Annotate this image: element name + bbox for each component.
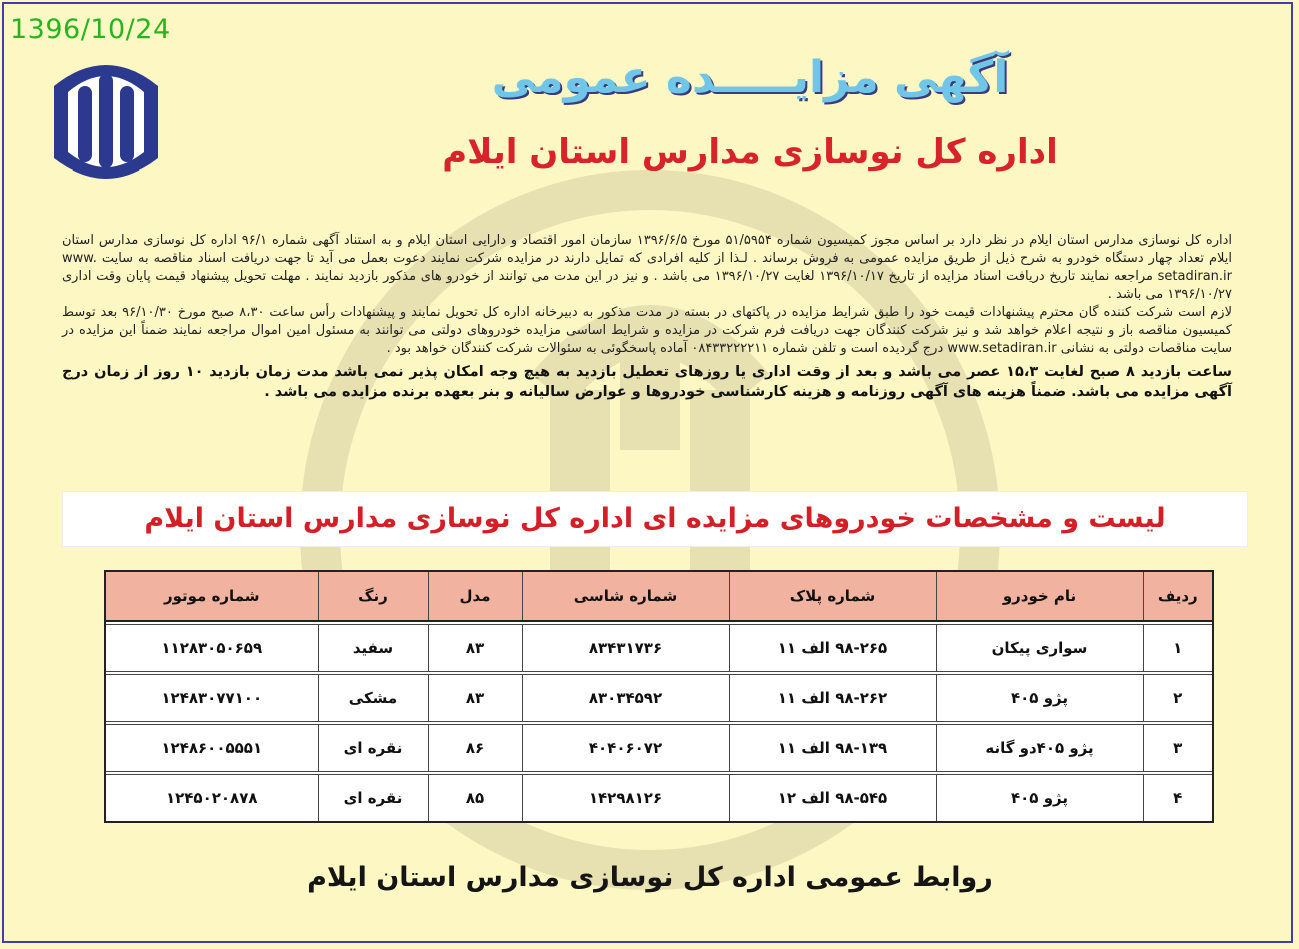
notice-title: آگهی مزایـــــده عمومی	[491, 52, 1009, 103]
cell-chassis-number: ۸۳۴۳۱۷۳۶	[522, 625, 729, 672]
notice-body	[62, 232, 1232, 402]
cell-row-number: ۲	[1143, 675, 1213, 722]
cell-model: ۸۳	[428, 675, 522, 722]
cell-chassis-number: ۱۴۲۹۸۱۲۶	[522, 775, 729, 823]
cell-chassis-number: ۸۳۰۳۴۵۹۲	[522, 675, 729, 722]
public-relations-footer: روابط عمومی اداره کل نوسازی مدارس استان ایلام	[307, 862, 993, 893]
body-paragraph-2: لازم است شرکت کننده گان محترم پیشنهادات قیمت خود را طبق شرایط مزایده در پاکتهای در بسته در مدت مذکور به دبیرخانه اداره کل تحویل نمایند و پیشنهادات رأس ساعت ۸،۳۰ صبح مورخ ۹۶/۱۰/۳۰ بعد توسط کمیسیون مناقصه باز و نتیجه اعلام خواهد شد و نیز شرکت کنندگان جهت دریافت فرم شرکت در مزایده و شرایط اساسی مزایده خودروهای دولتی می توانند به مسئول امین اموال مراجعه نمایند ضمناً این مزایده در سایت مناقصات دولتی به نشانی www.setadiran.ir درج گردیده است و تلفن شماره ۰۸۴۳۳۲۲۲۲۱۱ آماده پاسخگوئی به سئوالات شرکت کنندگان خواهد بود .	[62, 305, 1232, 356]
cell-engine-number: ۱۲۴۸۶۰۰۵۵۵۱	[105, 725, 318, 772]
table-row	[105, 625, 1213, 672]
body-paragraph-1: اداره کل نوسازی مدارس استان ایلام در نظر دارد بر اساس مجوز کمیسیون شماره ۵۱/۵۹۵۴ مورخ ۱۳۹۶/۶/۵ سازمان امور اقتصاد و دارایی استان ایلام و به استناد آگهی شماره ۹۶/۱ اداره کل نوسازی مدارس استان ایلام تعداد چهار دستگاه خودرو به شرح ذیل از طریق مزایده عمومی به فروش برساند . لـذا از کلیه افرادی که تمایل دارند در مزایده شرکت نمایند دعوت بعمل می آید تا جهت دریافت اسناد مناقصه به سایت www. setadiran.ir مراجعه نمایند تاریخ دریافت اسناد مزایده از تاریخ ۱۳۹۶/۱۰/۱۷ لغایت ۱۳۹۶/۱۰/۲۷ می باشد . و نیز در این مدت می توانند از خودرو های مذکور بازدید نمایند . مهلت تحویل پیشنهاد قیمت پایان وقت اداری ۱۳۹۶/۱۰/۲۷ می باشد .	[62, 233, 1233, 302]
header-vehicle-name: نام خودرو	[936, 571, 1143, 621]
header-plate-number: شماره پلاک	[729, 571, 936, 621]
cell-color: مشکی	[318, 675, 428, 722]
renovation-organization-logo-icon	[44, 48, 168, 186]
table-row	[105, 675, 1213, 722]
cell-model: ۸۵	[428, 775, 522, 823]
cell-color: نقره ای	[318, 725, 428, 772]
cell-plate-number: ۹۸-۲۶۲ الف ۱۱	[729, 675, 936, 722]
cell-model: ۸۶	[428, 725, 522, 772]
cell-color: نقره ای	[318, 775, 428, 823]
cell-engine-number: ۱۱۲۸۳۰۵۰۶۵۹	[105, 625, 318, 672]
table-header-row	[105, 571, 1213, 621]
cell-plate-number: ۹۸-۵۴۵ الف ۱۲	[729, 775, 936, 823]
date-stamp: 1396/10/24	[10, 14, 171, 45]
cell-row-number: ۱	[1143, 625, 1213, 672]
cell-vehicle-name: پژو ۴۰۵	[936, 775, 1143, 823]
cell-row-number: ۳	[1143, 725, 1213, 772]
cell-vehicle-name: پژو ۴۰۵دو گانه	[936, 725, 1143, 772]
header-model: مدل	[428, 571, 522, 621]
cell-color: سفید	[318, 625, 428, 672]
organization-subtitle: اداره کل نوسازی مدارس استان ایلام	[442, 132, 1058, 172]
cell-model: ۸۳	[428, 625, 522, 672]
header-chassis-number: شماره شاسی	[522, 571, 729, 621]
cell-chassis-number: ۴۰۴۰۶۰۷۲	[522, 725, 729, 772]
header-engine-number: شماره موتور	[105, 571, 318, 621]
header-row-number: ردیف	[1143, 571, 1213, 621]
cell-engine-number: ۱۲۴۸۳۰۷۷۱۰۰	[105, 675, 318, 722]
table-row	[105, 725, 1213, 772]
cell-row-number: ۴	[1143, 775, 1213, 823]
cell-vehicle-name: پژو ۴۰۵	[936, 675, 1143, 722]
table-row	[105, 775, 1213, 823]
vehicle-list-title: لیست و مشخصات خودروهای مزایده ای اداره کل نوسازی مدارس استان ایلام	[62, 491, 1248, 547]
cell-plate-number: ۹۸-۱۳۹ الف ۱۱	[729, 725, 936, 772]
cell-plate-number: ۹۸-۲۶۵ الف ۱۱	[729, 625, 936, 672]
cell-vehicle-name: سواری پیکان	[936, 625, 1143, 672]
body-paragraph-3: ساعت بازدید ۸ صبح لغایت ۱۵،۳ عصر می باشد و بعد از وقت اداری یا روزهای تعطیل بازدید به هیچ وجه امکان پذیر نمی باشد مدت زمان بازدید ۱۰ روز از زمان درج آگهی مزایده می باشد. ضمناً هزینه های آگهی روزنامه و هزینه کارشناسی خودروها و عوارض سالیانه و بنر بعهده برنده مزایده می باشد .	[62, 364, 1232, 400]
header-color: رنگ	[318, 571, 428, 621]
cell-engine-number: ۱۲۴۵۰۲۰۸۷۸	[105, 775, 318, 823]
vehicle-table	[104, 570, 1214, 823]
